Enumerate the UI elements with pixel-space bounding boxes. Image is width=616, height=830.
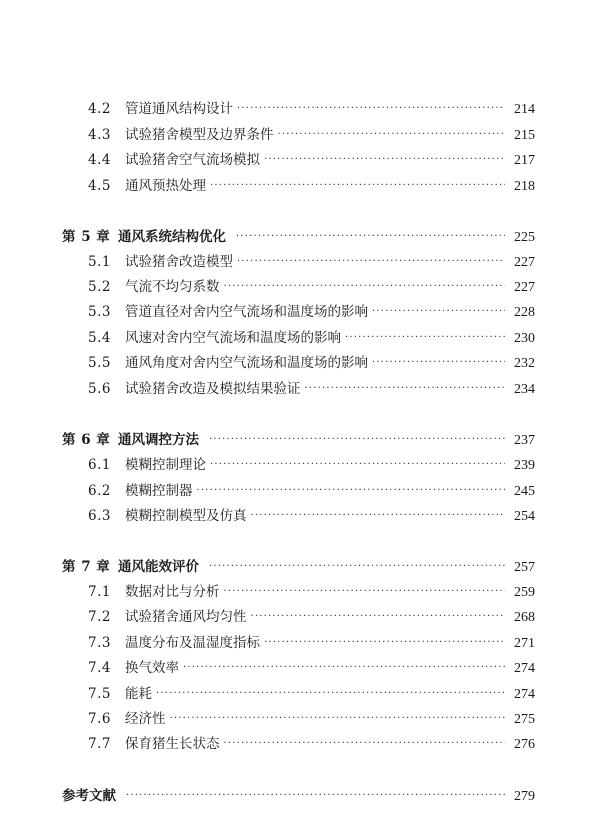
- toc-entry-7-5[interactable]: [88, 684, 535, 704]
- section-number: 6.2: [88, 483, 111, 499]
- toc-entry-4-5[interactable]: [88, 176, 535, 196]
- section-number: 5.5: [88, 355, 111, 371]
- section-number: 7.3: [88, 635, 111, 651]
- toc-entry-5-3[interactable]: [88, 302, 535, 322]
- section-title: 通风角度对舍内空气流场和温度场的影响: [125, 355, 368, 371]
- toc-entry-5-6[interactable]: [88, 379, 535, 399]
- section-number: 7.2: [88, 609, 111, 625]
- dot-leader: [209, 430, 505, 450]
- dot-leader: [224, 734, 506, 754]
- section-number: 4.3: [88, 127, 111, 143]
- page-number: 225: [514, 230, 535, 245]
- page-number: 217: [514, 153, 535, 168]
- section-number: 5.6: [88, 381, 111, 397]
- section-title: 试验猪舍通风均匀性: [125, 609, 247, 625]
- dot-leader: [126, 786, 505, 806]
- toc-entry-7-6[interactable]: [88, 709, 535, 729]
- dot-leader: [210, 455, 505, 475]
- section-title: 试验猪舍改造及模拟结果验证: [125, 381, 301, 397]
- section-title: 经济性: [125, 711, 166, 727]
- page-number: 259: [514, 585, 535, 600]
- page-number: 232: [514, 356, 535, 371]
- section-number: 5.4: [88, 330, 111, 346]
- chapter-number: 第 6 章: [62, 432, 111, 448]
- dot-leader: [209, 557, 505, 577]
- section-title: 试验猪舍改造模型: [125, 254, 233, 270]
- section-title: 试验猪舍模型及边界条件: [125, 127, 274, 143]
- section-title: 试验猪舍空气流场模拟: [125, 152, 260, 168]
- toc-entry-5-1[interactable]: [88, 252, 535, 272]
- dot-leader: [156, 684, 505, 704]
- toc-entry-7-7[interactable]: [88, 734, 535, 754]
- dot-leader: [197, 481, 506, 501]
- page-number: 214: [514, 102, 535, 117]
- section-title: 温度分布及温湿度指标: [125, 635, 260, 651]
- toc-entry-7-1[interactable]: [88, 582, 535, 602]
- page-number: 254: [514, 509, 535, 524]
- dot-leader: [237, 99, 505, 119]
- references-title: 参考文献: [62, 788, 116, 804]
- section-number: 5.1: [88, 254, 111, 270]
- page-number: 268: [514, 610, 535, 625]
- toc-references[interactable]: [62, 786, 535, 806]
- section-title: 模糊控制器: [125, 483, 193, 499]
- dot-leader: [264, 150, 505, 170]
- toc-chapter-5[interactable]: [62, 227, 535, 247]
- page-number: 227: [514, 255, 535, 270]
- section-number: 6.3: [88, 508, 111, 524]
- dot-leader: [224, 582, 506, 602]
- section-number: 5.3: [88, 304, 111, 320]
- toc-entry-4-3[interactable]: [88, 125, 535, 145]
- section-title: 能耗: [125, 686, 152, 702]
- section-title: 管道直径对舍内空气流场和温度场的影响: [125, 304, 368, 320]
- dot-leader: [251, 506, 506, 526]
- toc-entry-7-4[interactable]: [88, 658, 535, 678]
- dot-leader: [372, 353, 505, 373]
- dot-leader: [237, 252, 505, 272]
- dot-leader: [224, 277, 506, 297]
- toc-entry-6-1[interactable]: [88, 455, 535, 475]
- page-number: 275: [514, 712, 535, 727]
- chapter-number: 第 7 章: [62, 559, 111, 575]
- section-title: 数据对比与分析: [125, 584, 220, 600]
- section-title: 换气效率: [125, 660, 179, 676]
- dot-leader: [236, 227, 505, 247]
- toc-chapter-6[interactable]: [62, 430, 535, 450]
- chapter-title: 通风系统结构优化: [118, 229, 226, 245]
- toc-entry-6-2[interactable]: [88, 481, 535, 501]
- dot-leader: [170, 709, 506, 729]
- page-number: 257: [514, 560, 535, 575]
- toc-entry-7-2[interactable]: [88, 607, 535, 627]
- section-title: 风速对舍内空气流场和温度场的影响: [125, 330, 341, 346]
- chapter-title: 通风调控方法: [118, 432, 199, 448]
- dot-leader: [210, 176, 505, 196]
- dot-leader: [305, 379, 506, 399]
- page-number: 237: [514, 433, 535, 448]
- section-number: 4.2: [88, 101, 111, 117]
- section-number: 7.7: [88, 736, 111, 752]
- page-number: 245: [514, 484, 535, 499]
- toc-entry-4-2[interactable]: [88, 99, 535, 119]
- section-title: 模糊控制模型及仿真: [125, 508, 247, 524]
- toc-entry-7-3[interactable]: [88, 633, 535, 653]
- page-number: 274: [514, 687, 535, 702]
- page-number: 271: [514, 636, 535, 651]
- section-title: 保育猪生长状态: [125, 736, 220, 752]
- section-number: 5.2: [88, 279, 111, 295]
- toc-entry-5-2[interactable]: [88, 277, 535, 297]
- section-number: 4.4: [88, 152, 111, 168]
- page-number: 227: [514, 280, 535, 295]
- page-number: 218: [514, 179, 535, 194]
- page-number: 215: [514, 128, 535, 143]
- chapter-title: 通风能效评价: [118, 559, 199, 575]
- section-number: 7.4: [88, 660, 111, 676]
- section-number: 4.5: [88, 178, 111, 194]
- section-number: 7.6: [88, 711, 111, 727]
- section-title: 气流不均匀系数: [125, 279, 220, 295]
- dot-leader: [372, 302, 505, 322]
- dot-leader: [183, 658, 505, 678]
- page-number: 234: [514, 382, 535, 397]
- section-number: 7.1: [88, 584, 111, 600]
- toc-chapter-7[interactable]: [62, 557, 535, 577]
- section-number: 7.5: [88, 686, 111, 702]
- dot-leader: [251, 607, 506, 627]
- section-title: 通风预热处理: [125, 178, 206, 194]
- toc-entry-6-3[interactable]: [88, 506, 535, 526]
- page-number: 274: [514, 661, 535, 676]
- toc-entry-4-4[interactable]: [88, 150, 535, 170]
- dot-leader: [264, 633, 505, 653]
- section-title: 管道通风结构设计: [125, 101, 233, 117]
- toc-entry-5-4[interactable]: [88, 328, 535, 348]
- dot-leader: [278, 125, 506, 145]
- dot-leader: [345, 328, 505, 348]
- page-number: 228: [514, 305, 535, 320]
- chapter-number: 第 5 章: [62, 229, 111, 245]
- page-number: 276: [514, 737, 535, 752]
- page-number: 239: [514, 458, 535, 473]
- toc-entry-5-5[interactable]: [88, 353, 535, 373]
- section-title: 模糊控制理论: [125, 457, 206, 473]
- page-number: 230: [514, 331, 535, 346]
- page-number: 279: [514, 789, 535, 804]
- section-number: 6.1: [88, 457, 111, 473]
